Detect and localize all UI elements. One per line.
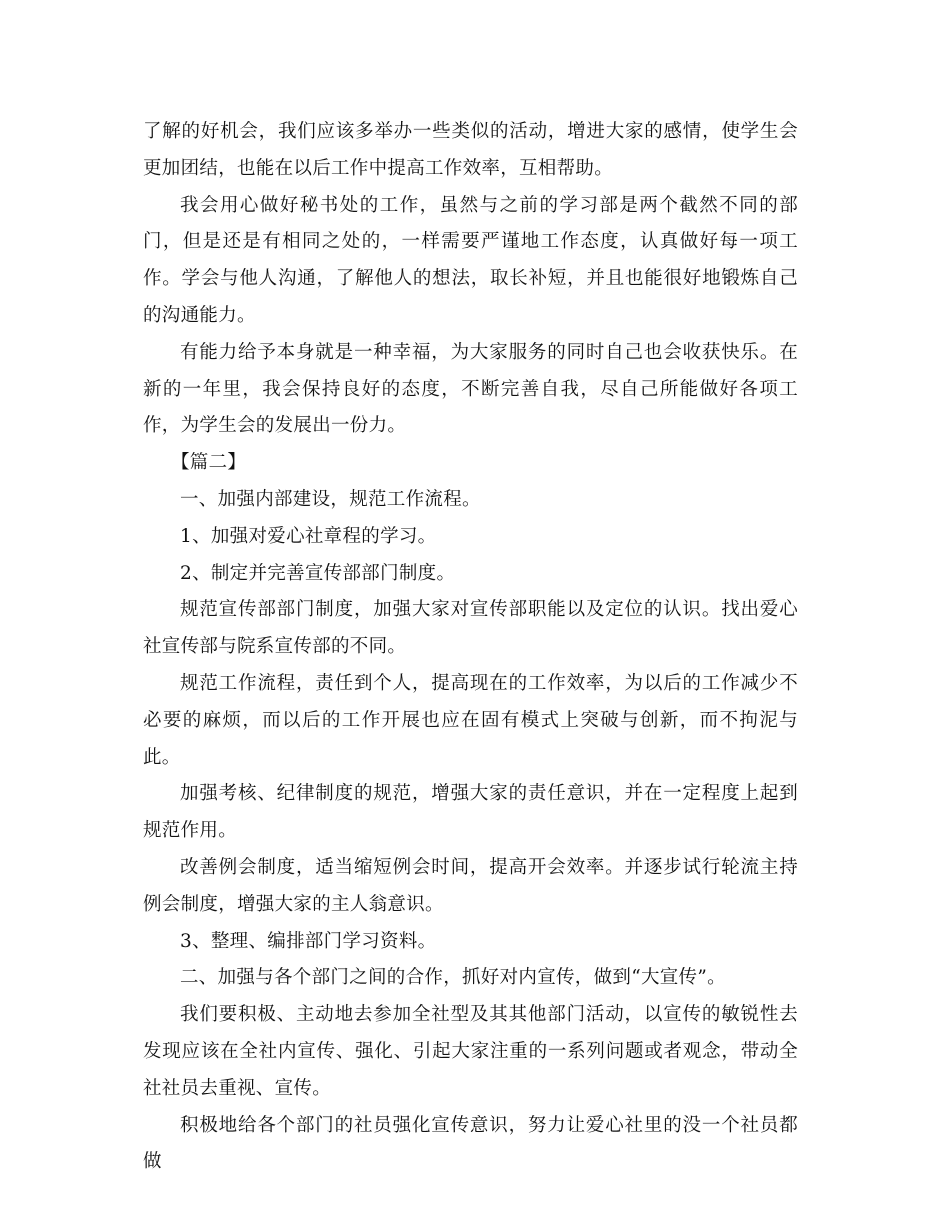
heading-internal-construction: 一、加强内部建设，规范工作流程。: [180, 488, 481, 510]
paragraph-strengthen-awareness: 积极地给各个部门的社员强化宣传意识，努力让爱心社里的没一个社员都做: [143, 1114, 798, 1173]
paragraph-assessment: 加强考核、纪律制度的规范，增强大家的责任意识，并在一定程度上起到规范作用。: [143, 783, 798, 842]
section-heading-part-two: 【篇二】: [171, 452, 247, 474]
paragraph-department-rules: 规范宣传部部门制度，加强大家对宣传部职能以及定位的认识。找出爱心社宣传部与院系宣传部的不同。: [143, 599, 798, 658]
paragraph-service-happiness: 有能力给予本身就是一种幸福，为大家服务的同时自己也会收获快乐。在新的一年里，我会保持良好的态度，不断完善自我，尽自己所能做好各项工作，为学生会的发展出一份力。: [143, 341, 798, 437]
heading-cooperation: 二、加强与各个部门之间的合作，抓好对内宣传，做到“大宣传”。: [180, 967, 726, 989]
paragraph-active-participation: 我们要积极、主动地去参加全社型及其其他部门活动，以宣传的敏锐性去发现应该在全社内宣传、强化、引起大家注重的一系列问题或者观念，带动全社社员去重视、宣传。: [143, 1004, 798, 1099]
paragraph-continued: 了解的好机会，我们应该多举办一些类似的活动，增进大家的感情，使学生会更加团结，也能在以后工作中提高工作效率，互相帮助。: [143, 121, 798, 179]
paragraph-meeting-system: 改善例会制度，适当缩短例会时间，提高开会效率。并逐步试行轮流主持例会制度，增强大家的主人翁意识。: [143, 856, 798, 915]
paragraph-secretariat-work: 我会用心做好秘书处的工作，虽然与之前的学习部是两个截然不同的部门，但是还是有相同之处的，一样需要严谨地工作态度，认真做好每一项工作。学会与他人沟通，了解他人的想法，取长补短，并且也能很好地锻炼自己的沟通能力。: [143, 194, 798, 326]
list-item-3: 3、整理、编排部门学习资料。: [180, 930, 437, 952]
document-body: [143, 114, 798, 1181]
list-item-2: 2、制定并完善宣传部部门制度。: [180, 562, 456, 584]
paragraph-work-process: 规范工作流程，责任到个人，提高现在的工作效率，为以后的工作减少不必要的麻烦，而以后的工作开展也应在固有模式上突破与创新，而不拘泥与此。: [143, 672, 798, 768]
list-item-1: 1、加强对爱心社章程的学习。: [180, 525, 437, 547]
